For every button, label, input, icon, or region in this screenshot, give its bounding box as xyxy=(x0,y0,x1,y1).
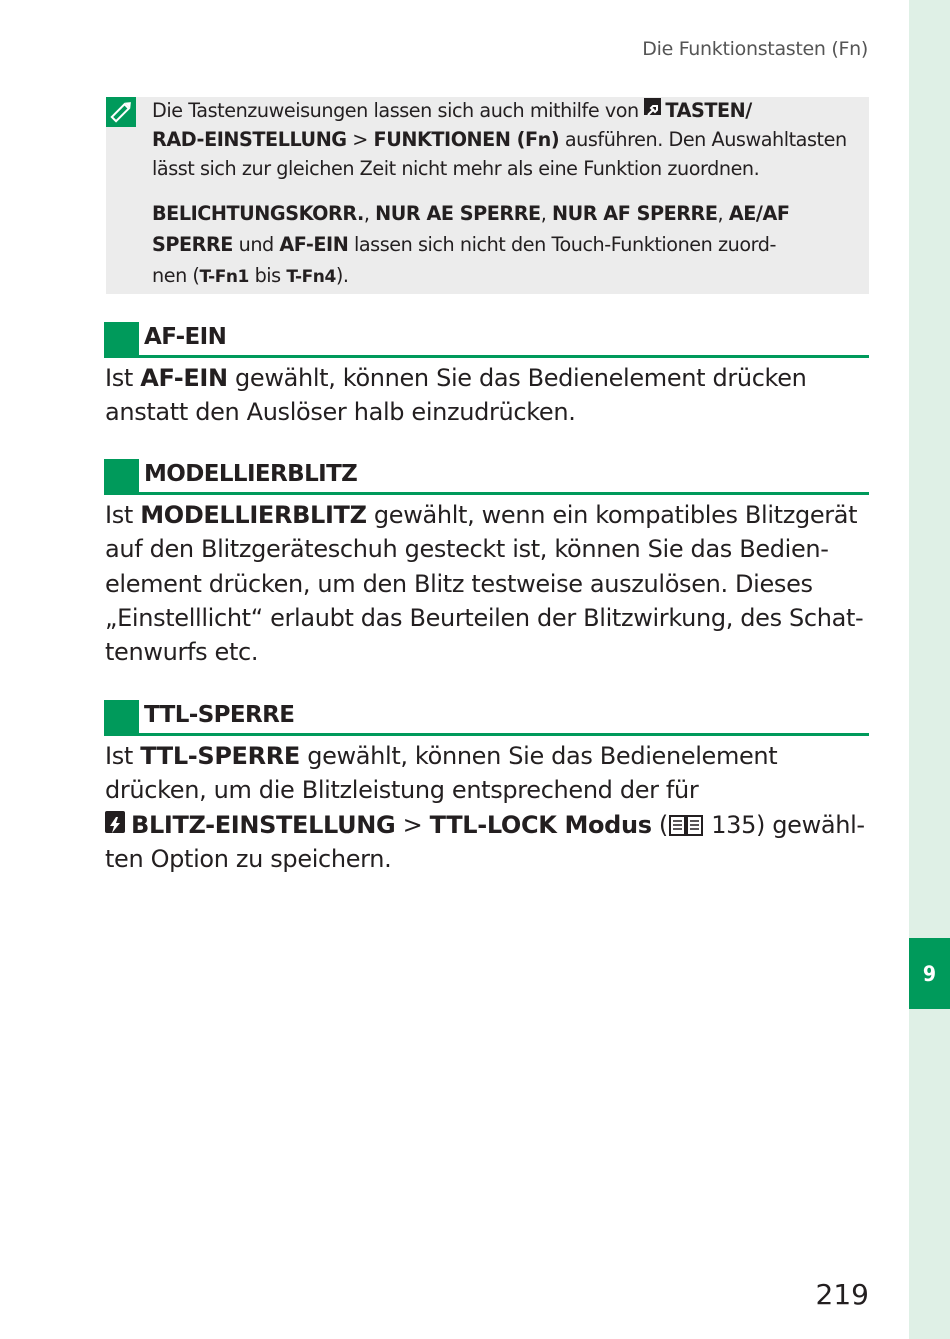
separator: , xyxy=(717,202,729,225)
section-title: TTL-SPERRE xyxy=(144,702,295,728)
section-heading-modellierblitz xyxy=(104,459,869,495)
menu-item: NUR AF SPERRE xyxy=(552,202,718,225)
separator: , xyxy=(363,202,376,225)
body-text: Ist xyxy=(105,501,141,529)
body-text: drücken, um die Blitzleistung entsprechend der für xyxy=(105,776,699,805)
heading-marker xyxy=(104,700,139,733)
note-text: Die Tastenzuweisungen lassen sich auch mithilfe von xyxy=(152,99,645,122)
touch-function-label: T-Fn1 xyxy=(199,267,249,287)
section-title: AF-EIN xyxy=(144,324,227,350)
body-text: ( xyxy=(651,810,668,839)
page-number: 219 xyxy=(815,1278,869,1311)
section-heading-ttl-sperre xyxy=(104,700,869,736)
running-head: Die Funktionstasten (Fn) xyxy=(642,38,868,60)
note-text: lässt sich zur gleichen Zeit nicht mehr als eine Funktion zuordnen. xyxy=(152,157,760,180)
note-paragraph-1 xyxy=(152,96,868,183)
heading-marker xyxy=(104,459,139,492)
menu-item: AE/AF xyxy=(728,202,790,225)
note-text: nen ( xyxy=(152,264,200,287)
menu-name: BLITZ-EINSTELLUNG xyxy=(131,810,396,839)
note-text: und xyxy=(232,233,280,256)
note-pencil-icon xyxy=(106,97,136,127)
body-text: „Einstelllicht“ erlaubt das Beurteilen der Blitzwirkung, des Schat- xyxy=(105,603,864,632)
flash-setting-icon xyxy=(105,811,125,833)
chapter-side-strip xyxy=(909,0,950,1339)
menu-item: FUNKTIONEN (Fn) xyxy=(373,128,560,151)
menu-item: TTL-LOCK Modus xyxy=(429,810,652,839)
chapter-tab xyxy=(909,938,950,1009)
body-text: auf den Blitzgeräteschuh gesteckt ist, können Sie das Bedien- xyxy=(105,535,829,564)
note-text: ausführen. Den Auswahltasten xyxy=(559,128,847,151)
body-text: Ist xyxy=(105,364,141,392)
menu-item: AF-EIN xyxy=(140,364,228,392)
wrench-menu-icon xyxy=(644,98,661,115)
section-body-af-ein xyxy=(105,361,869,430)
body-text: gewählt, wenn ein kompatibles Blitzgerät xyxy=(366,501,858,529)
note-text: ). xyxy=(335,264,349,287)
note-text: bis xyxy=(248,264,287,287)
body-text: gewählt, können Sie das Bedienelement xyxy=(299,742,778,770)
menu-item: AF-EIN xyxy=(279,233,349,256)
separator: > xyxy=(346,128,374,151)
touch-function-label: T-Fn4 xyxy=(286,267,336,287)
menu-name: RAD-EINSTELLUNG xyxy=(152,128,347,151)
note-paragraph-2 xyxy=(152,198,868,293)
menu-name: TASTEN/ xyxy=(665,99,752,122)
body-text: gewählt, können Sie das Bedienelement drücken xyxy=(227,364,807,392)
section-heading-af-ein xyxy=(104,322,869,358)
note-box xyxy=(106,97,869,294)
section-title: MODELLIERBLITZ xyxy=(144,461,358,487)
separator: > xyxy=(395,810,430,839)
section-body-modellierblitz xyxy=(105,498,869,669)
menu-item: TTL-SPERRE xyxy=(140,742,300,770)
body-text: ten Option zu speichern. xyxy=(105,844,392,873)
note-text: lassen sich nicht den Touch-Funktionen zuord- xyxy=(348,233,776,256)
menu-item: MODELLIERBLITZ xyxy=(140,501,367,529)
body-text: Ist xyxy=(105,742,141,770)
body-text: anstatt den Auslöser halb einzudrücken. xyxy=(105,398,576,427)
chapter-number: 9 xyxy=(922,961,937,986)
separator: , xyxy=(540,202,553,225)
menu-item: NUR AE SPERRE xyxy=(375,202,541,225)
body-text: 135) gewähl- xyxy=(703,810,865,839)
menu-item: BELICHTUNGSKORR. xyxy=(152,202,364,225)
body-text: element drücken, um den Blitz testweise auszulösen. Dieses xyxy=(105,569,813,598)
section-body-ttl-sperre xyxy=(105,739,869,876)
menu-item: SPERRE xyxy=(152,233,233,256)
heading-marker xyxy=(104,322,139,355)
body-text: tenwurfs etc. xyxy=(105,638,259,667)
book-reference-icon xyxy=(668,813,704,837)
